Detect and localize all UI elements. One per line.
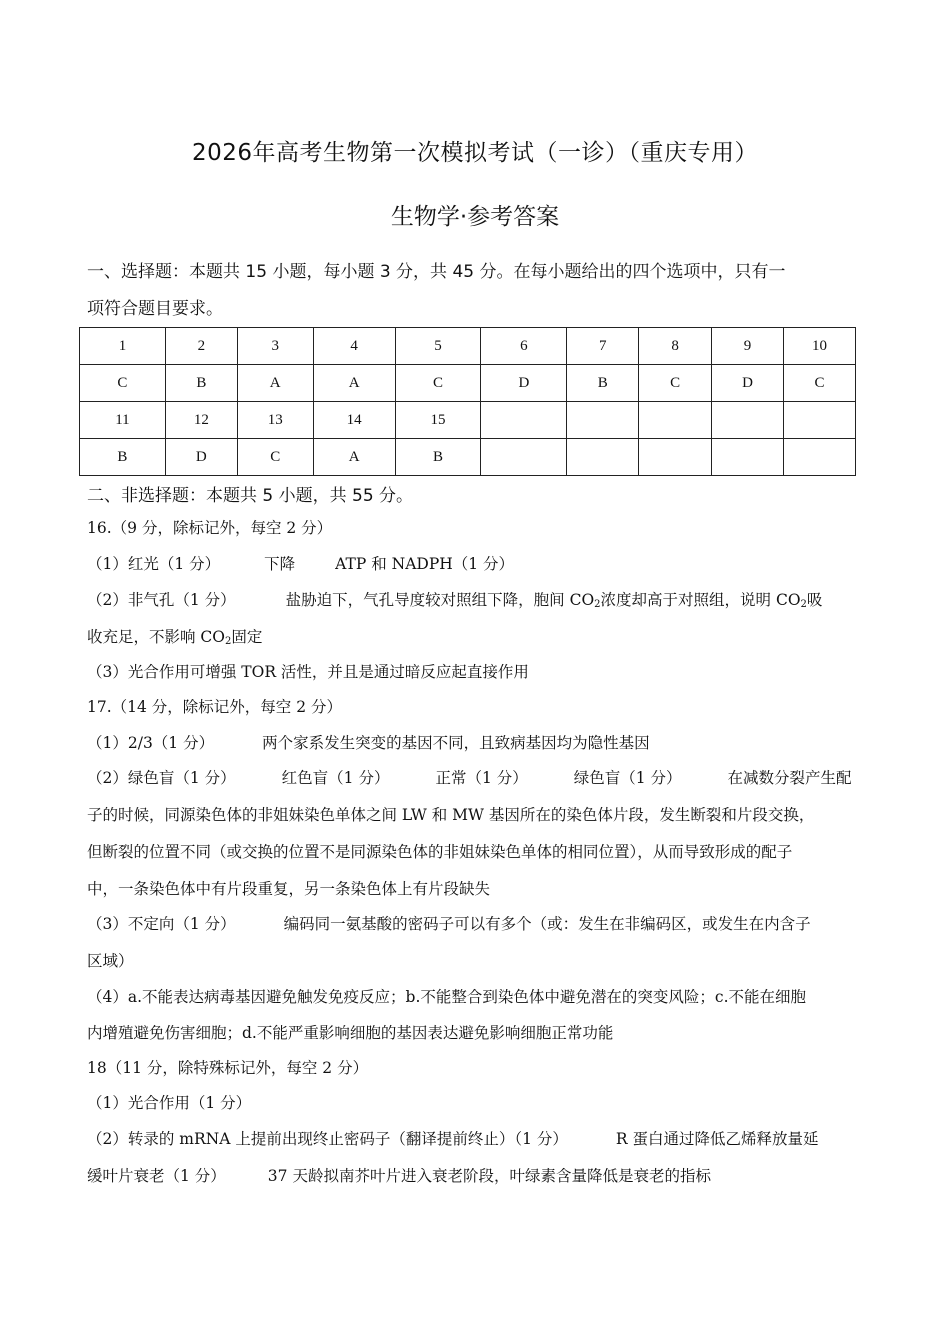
q18-header: 18（11 分，除特殊标记外，每空 2 分） [87,1059,369,1077]
page-title: 2026年高考生物第一次模拟考试（一诊）（重庆专用） [191,140,759,166]
table-cell: 11 [80,402,166,439]
q17-part2-line4: 中，一条染色体中有片段重复，另一条染色体上有片段缺失 [87,880,491,898]
q17-part2-a: （2）绿色盲（1 分） [87,769,236,787]
table-cell [639,439,712,476]
q18-part2-l2-a: 缓叶片衰老（1 分） [87,1167,226,1185]
table-cell [712,402,784,439]
q16-part2 [87,588,822,610]
q16-part2-line2 [87,625,262,647]
q16-header: 16.（9 分，除标记外，每空 2 分） [87,519,333,537]
answer-table [79,327,856,476]
table-cell [481,439,567,476]
q17-part2-line2: 子的时候，同源染色体的非姐妹染色单体之间 LW 和 MW 基因所在的染色体片段，发生断裂和片段交换， [87,806,815,824]
table-cell: D [481,365,567,402]
table-cell: 10 [783,328,855,365]
q17-part1-a: （1）2/3（1 分） [87,734,215,752]
table-cell: A [237,365,313,402]
section1-heading-line1: 一、选择题：本题共 15 小题，每小题 3 分，共 45 分。在每小题给出的四个选项中，只有一 [87,262,786,282]
table-cell: D [165,439,237,476]
table-cell: 4 [313,328,395,365]
co2-subscript: 2 [594,599,601,610]
q17-part4-line2: 内增殖避免伤害细胞；d.不能严重影响细胞的基因表达避免影响细胞正常功能 [87,1024,614,1042]
table-cell: C [639,365,712,402]
table-cell [567,402,639,439]
table-row-answers-2 [80,439,856,476]
q16-part1-a: （1）红光（1 分） [87,555,221,573]
q17-part2-d: 绿色盲（1 分） [573,769,682,787]
table-cell [783,439,855,476]
section2-heading: 二、非选择题：本题共 5 小题，共 55 分。 [87,486,414,506]
page-subtitle: 生物学·参考答案 [390,204,560,230]
table-cell: A [313,439,395,476]
q16-part1 [87,552,514,574]
table-row-numbers-2 [80,402,856,439]
table-cell: B [395,439,481,476]
q18-part2-b: R 蛋白通过降低乙烯释放量延 [615,1130,819,1148]
q17-part3 [87,912,811,934]
q16-part2-c: 浓度却高于对照组，说明 CO [600,591,801,609]
q16-part3: （3）光合作用可增强 TOR 活性，并且是通过暗反应起直接作用 [87,663,529,681]
table-cell: 14 [313,402,395,439]
q17-part1-b: 两个家系发生突变的基因不同，且致病基因均为隐性基因 [262,734,650,752]
table-cell: B [567,365,639,402]
q17-part2-e: 在减数分裂产生配 [727,769,852,787]
q16-part2-f: 固定 [231,628,263,646]
table-cell: C [80,365,166,402]
table-cell [712,439,784,476]
table-cell [481,402,567,439]
table-cell: 7 [567,328,639,365]
q16-part2-b: 盐胁迫下，气孔导度较对照组下降，胞间 CO [285,591,595,609]
q17-part3-b: 编码同一氨基酸的密码子可以有多个（或：发生在非编码区，或发生在内含子 [283,915,811,933]
table-cell: D [712,365,784,402]
table-cell [567,439,639,476]
table-cell: C [237,439,313,476]
table-row-answers-1 [80,365,856,402]
section1-heading-line2: 项符合题目要求。 [87,299,223,319]
table-cell: 2 [165,328,237,365]
table-cell: 15 [395,402,481,439]
table-row-numbers-1 [80,328,856,365]
co2-subscript: 2 [225,636,232,647]
q16-part2-d: 吸 [806,591,823,609]
table-cell [639,402,712,439]
q17-part2 [87,766,852,788]
q16-part1-b: 下降 [264,555,296,573]
table-cell: B [165,365,237,402]
table-cell: B [80,439,166,476]
q18-part1: （1）光合作用（1 分） [87,1094,252,1112]
q18-part2-line2 [87,1164,711,1186]
q17-part2-c: 正常（1 分） [435,769,528,787]
table-cell: 8 [639,328,712,365]
table-cell: 12 [165,402,237,439]
table-cell [783,402,855,439]
q17-part2-line3: 但断裂的位置不同（或交换的位置不是同源染色体的非姐妹染色单体的相同位置），从而导致形成的配子 [87,843,793,861]
q18-part2-a: （2）转录的 mRNA 上提前出现终止密码子（翻译提前终止）（1 分） [87,1130,568,1148]
table-cell: 13 [237,402,313,439]
table-cell: C [395,365,481,402]
table-cell: 9 [712,328,784,365]
q16-part2-a: （2）非气孔（1 分） [87,591,236,609]
q17-part3-a: （3）不定向（1 分） [87,915,236,933]
q18-part2-l2-b: 37 天龄拟南芥叶片进入衰老阶段，叶绿素含量降低是衰老的指标 [267,1167,711,1185]
q17-part2-b: 红色盲（1 分） [281,769,390,787]
table-cell: 5 [395,328,481,365]
q17-part3-line2: 区域） [87,952,134,970]
table-cell: 6 [481,328,567,365]
q16-part2-e: 收充足，不影响 CO [87,628,225,646]
table-cell: A [313,365,395,402]
q16-part1-c: ATP 和 NADPH（1 分） [335,555,515,573]
table-cell: 3 [237,328,313,365]
table-cell: 1 [80,328,166,365]
q18-part2 [87,1127,819,1149]
q17-part4-line1: （4）a.不能表达病毒基因避免触发免疫反应；b.不能整合到染色体中避免潜在的突变风险；c.不能在细胞 [87,988,806,1006]
table-cell: C [783,365,855,402]
q17-header: 17.（14 分，除标记外，每空 2 分） [87,698,343,716]
q17-part1 [87,731,650,753]
co2-subscript: 2 [800,599,807,610]
